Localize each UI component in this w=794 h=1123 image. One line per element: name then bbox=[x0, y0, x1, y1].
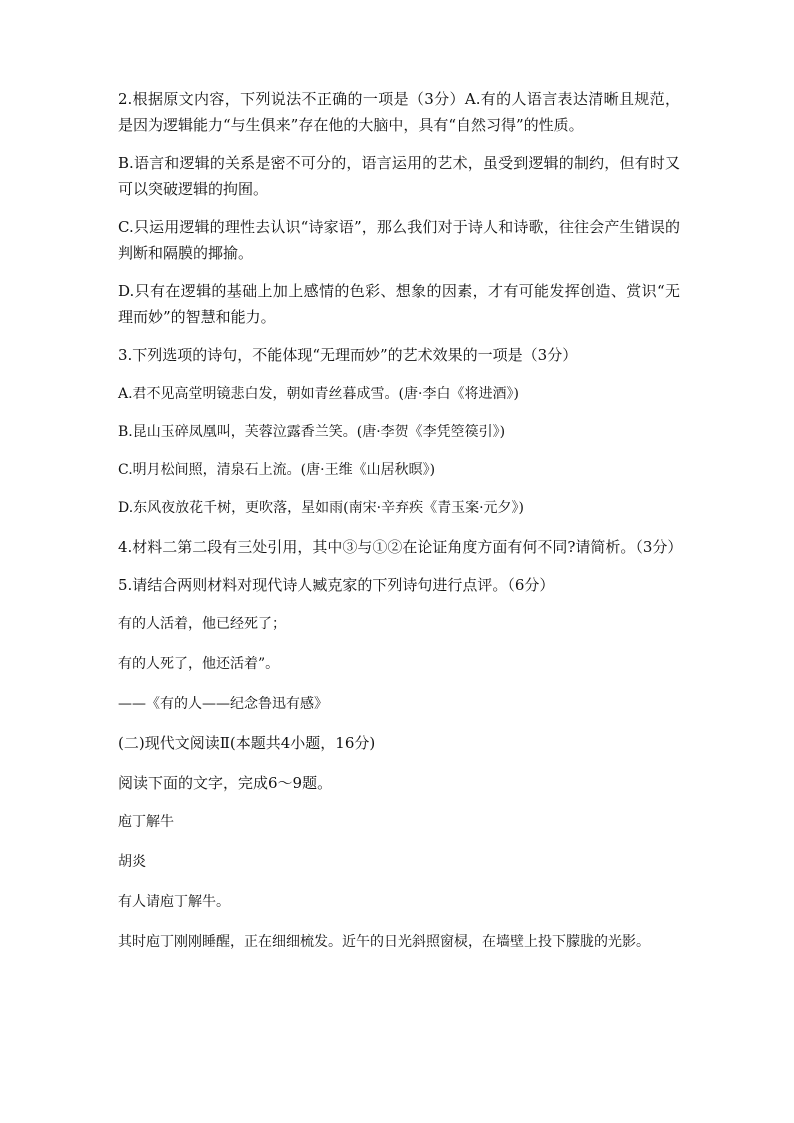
poem-line-1: 有的人活着，他已经死了； bbox=[118, 616, 286, 632]
question-2-option-c: C.只运用逻辑的理性去认识“诗家语”，那么我们对于诗人和诗歌，往往会产生错误的判断和隔膜的揶揄。 bbox=[118, 218, 680, 262]
story-paragraph-2: 其时庖丁刚刚睡醒，正在细细梳发。近午的日光斜照窗棂，在墙壁上投下朦胧的光影。 bbox=[118, 934, 650, 950]
question-2-stem: 2.根据原文内容，下列说法不正确的一项是（3分）A.有的人语言表达清晰且规范，是因为逻辑能力“与生俱来”存在他的大脑中，具有“自然习得”的性质。 bbox=[118, 90, 680, 134]
question-5-stem: 5.请结合两则材料对现代诗人臧克家的下列诗句进行点评。（6分） bbox=[118, 576, 555, 594]
question-3-option-c: C.明月松间照，清泉石上流。(唐·王维《山居秋暝》) bbox=[118, 462, 436, 478]
question-2-option-d: D.只有在逻辑的基础上加上感情的色彩、想象的因素，才有可能发挥创造、赏识“无理而妙”的智慧和能力。 bbox=[118, 282, 680, 326]
section-heading: (二)现代文阅读Ⅱ(本题共4小题，16分) bbox=[118, 734, 376, 752]
question-3-option-d: D.东风夜放花千树，更吹落，星如雨(南宋·辛弃疾《青玉案·元夕》) bbox=[118, 500, 524, 516]
question-3-option-b: B.昆山玉碎凤凰叫，芙蓉泣露香兰笑。(唐·李贺《李凭箜篌引》) bbox=[118, 424, 506, 440]
reading-instruction: 阅读下面的文字，完成6～9题。 bbox=[118, 774, 333, 792]
poem-line-2: 有的人死了，他还活着”。 bbox=[118, 656, 280, 672]
question-4-stem: 4.材料二第二段有三处引用，其中③与①②在论证角度方面有何不同?请简析。（3分） bbox=[118, 538, 683, 556]
document-page bbox=[118, 86, 683, 954]
story-paragraph-1: 有人请庖丁解牛。 bbox=[118, 894, 230, 910]
story-author: 胡炎 bbox=[118, 854, 146, 870]
question-3-stem: 3.下列选项的诗句，不能体现“无理而妙”的艺术效果的一项是（3分） bbox=[118, 346, 578, 364]
story-title: 庖丁解牛 bbox=[118, 814, 174, 830]
poem-source: ——《有的人——纪念鲁迅有感》 bbox=[118, 696, 328, 712]
question-3-option-a: A.君不见高堂明镜悲白发，朝如青丝暮成雪。(唐·李白《将进酒》) bbox=[118, 386, 519, 402]
question-2-option-b: B.语言和逻辑的关系是密不可分的，语言运用的艺术，虽受到逻辑的制约，但有时又可以突破逻辑的拘囿。 bbox=[118, 154, 680, 198]
